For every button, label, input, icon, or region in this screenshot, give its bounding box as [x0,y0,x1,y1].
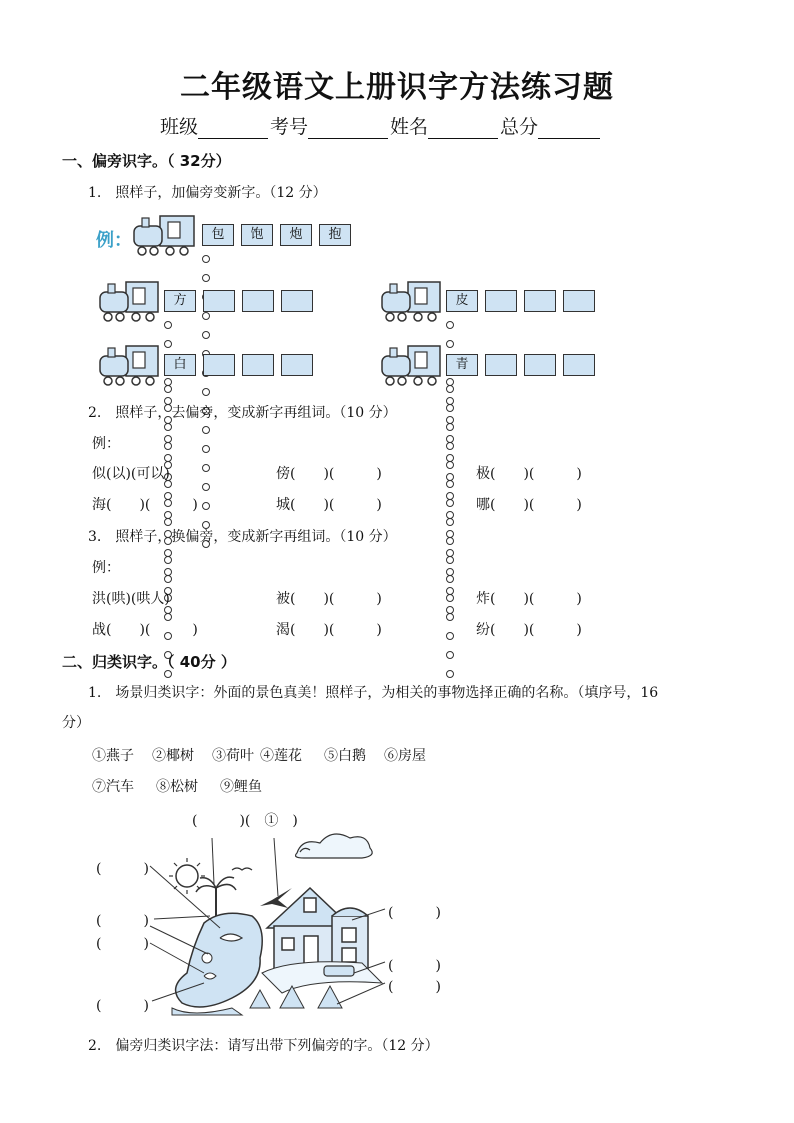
q1-prompt: 1. 照样子，加偏旁变新字。（12 分） [88,185,327,201]
option: ①燕子 [92,748,134,764]
exam-no-field[interactable] [308,120,388,139]
train-car: 白 [164,354,196,376]
q2-row1-col2[interactable]: 傍( )( ) [276,466,382,482]
sun-icon [176,865,198,887]
q3-example: 例： [92,560,120,576]
train-car[interactable] [524,354,556,376]
s2-q2-prompt: 2. 偏旁归类识字法：请写出带下列偏旁的字。（12 分） [88,1038,439,1054]
exam-no-label: 考号 [270,116,309,138]
train-car[interactable] [485,290,517,312]
option: ⑧松树 [156,779,198,795]
option: ⑥房屋 [384,748,426,764]
example-car-4: 抱 [319,224,351,246]
answer-blank[interactable]: ( ) [96,861,149,877]
class-label: 班级 [160,116,199,138]
lotus-leaf-icon [202,953,212,963]
section1-heading: 一、偏旁识字。（ 32分） [62,152,231,170]
example-wheels [202,248,216,256]
train-car[interactable] [242,354,274,376]
train-car[interactable] [281,290,313,312]
page-title: 二年级语文上册识字方法练习题 [180,70,614,105]
train-car[interactable] [203,354,235,376]
swallow-icon [260,888,292,908]
train-car[interactable] [281,354,313,376]
q3-prompt: 3. 照样子，换偏旁，变成新字再组词。（10 分） [88,529,397,545]
cloud-icon [296,834,373,858]
option: ③荷叶 [212,748,254,764]
q2-row1-col1: 似(以)(可以) [92,466,170,482]
options-row-1 [92,745,426,765]
q3-row1-col1: 洪(哄)(哄人) [92,591,170,607]
train-wheels [446,378,460,386]
top-answer-parens[interactable]: ( )( ① ) [192,813,298,829]
train-wheels [446,314,460,322]
q3-row1-col3[interactable]: 炸( )( ) [476,591,582,607]
train-car[interactable] [524,290,556,312]
train-car[interactable] [242,290,274,312]
answer-blank[interactable]: ( ) [388,958,441,974]
train-car: 青 [446,354,478,376]
locomotive-icon [132,212,204,258]
q2-row2-col1[interactable]: 海( )( ) [92,497,198,513]
q3-row2-col1[interactable]: 战( )( ) [92,622,198,638]
q2-example: 例： [92,436,120,452]
options-row-2 [92,776,262,796]
q3-row1-col2[interactable]: 被( )( ) [276,591,382,607]
pine-tree-icon [250,986,342,1008]
student-info-line [160,112,602,139]
train-car[interactable] [485,354,517,376]
answer-blank[interactable]: ( ) [96,936,149,952]
train-car[interactable] [563,354,595,376]
example-car-1: 包 [202,224,234,246]
train-car: 方 [164,290,196,312]
q2-prompt: 2. 照样子，去偏旁，变成新字再组词。（10 分） [88,405,397,421]
s2-q1-prompt-line1: 1. 场景归类识字：外面的景色真美！照样子，为相关的事物选择正确的名称。（填序号，16 [88,685,659,701]
option: ④莲花 [260,748,302,764]
q3-row2-col2[interactable]: 渴( )( ) [276,622,382,638]
train-car[interactable] [563,290,595,312]
name-field[interactable] [428,120,498,139]
locomotive-icon [98,278,162,324]
answer-blank[interactable]: ( ) [388,979,441,995]
q2-row2-col2[interactable]: 城( )( ) [276,497,382,513]
train-car: 皮 [446,290,478,312]
example-car-2: 饱 [241,224,273,246]
s2-q1-prompt-line2: 分） [62,715,90,731]
q3-row2-col3[interactable]: 纷( )( ) [476,622,582,638]
train-car[interactable] [203,290,235,312]
train-wheels [164,314,178,322]
locomotive-icon [98,342,162,388]
car-icon [324,966,354,976]
option: ⑨鲤鱼 [220,779,262,795]
name-label: 姓名 [390,116,429,138]
example-label: 例： [96,230,132,251]
answer-blank[interactable]: ( ) [96,913,149,929]
example-car-3: 炮 [280,224,312,246]
answer-blank[interactable]: ( ) [96,998,149,1014]
locomotive-icon [380,342,444,388]
section2-heading: 二、归类识字。（ 40分 ） [62,653,236,671]
option: ⑦汽车 [92,779,134,795]
option: ②椰树 [152,748,194,764]
option: ⑤白鹅 [324,748,366,764]
q2-row1-col3[interactable]: 极( )( ) [476,466,582,482]
house-icon [267,888,368,971]
carp-icon [204,973,216,979]
score-field[interactable] [538,120,600,139]
train-wheels [164,378,178,386]
q2-row2-col3[interactable]: 哪( )( ) [476,497,582,513]
class-field[interactable] [198,120,268,139]
score-label: 总分 [500,116,539,138]
answer-blank[interactable]: ( ) [388,905,441,921]
locomotive-icon [380,278,444,324]
